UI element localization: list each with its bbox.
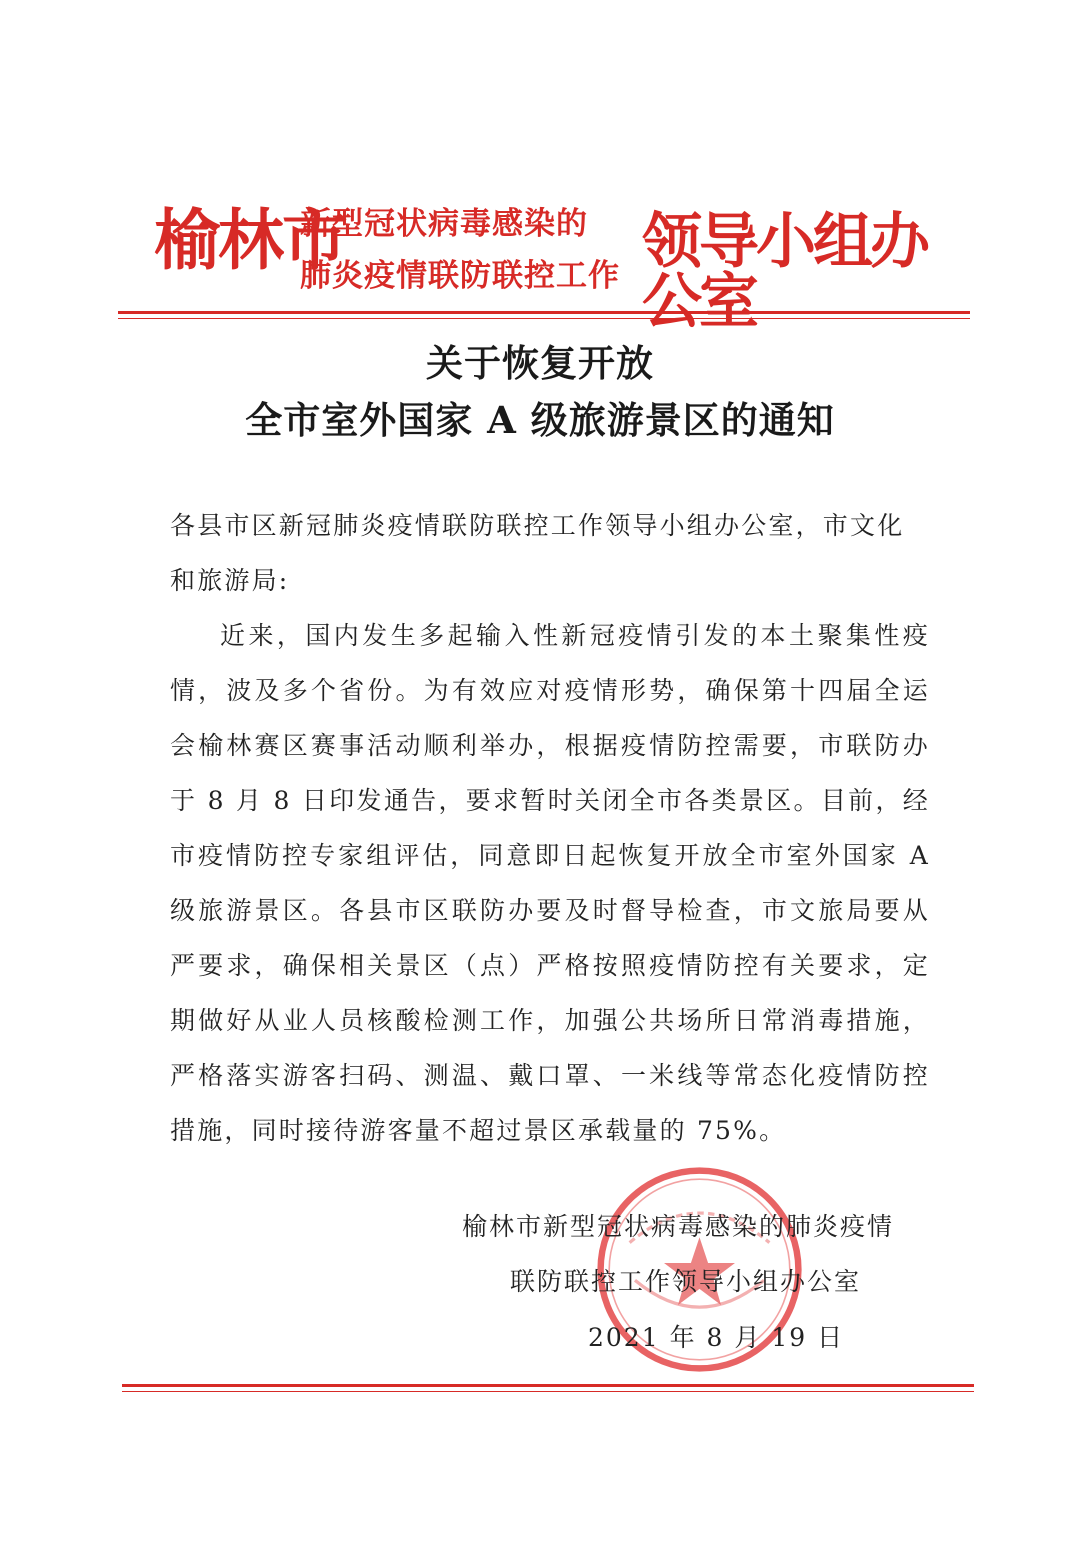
footer-divider-thick [122, 1384, 974, 1387]
salutation: 各县市区新冠肺炎疫情联防联控工作领导小组办公室，市文化和旅游局: [170, 511, 905, 595]
footer-divider-thin [122, 1391, 974, 1392]
letterhead-office: 领导小组办公室 [642, 207, 927, 337]
letterhead-subject-line2: 肺炎疫情联防联控工作 [300, 258, 620, 294]
signature-org-line1: 榆林市新型冠状病毒感染的肺炎疫情 [462, 1212, 895, 1241]
body-paragraph: 近来，国内发生多起输入性新冠疫情引发的本土聚集性疫情，波及多个省份。为有效应对疫情形势，确保第十四届全运会榆林赛区赛事活动顺利举办，根据疫情防控需要，市联防办于 8 月 8 日印发通告，要求暂时关闭全市各类景区。目前，经市疫情防控专家组评估，同意即日起恢复开放全市室外国家 A 级旅游景区。各县市区联防办要及时督导检查，市文旅局要从严要求，确保相关景区（点）严格按照疫情防控有关要求，定期做好从业人员核酸检测工作，加强公共场所日常消毒措施，严格落实游客扫码、测温、戴口罩、一米线等常态化疫情防控措施，同时接待游客量不超过景区承载量的 75%。 [170, 621, 930, 1145]
header-divider-thin [118, 318, 970, 319]
document-title-line2: 全市室外国家 A 级旅游景区的通知 [245, 398, 835, 442]
letterhead-city: 榆林市 [154, 202, 346, 279]
letterhead [150, 190, 950, 337]
signature-org-line2: 联防联控工作领导小组办公室 [510, 1267, 862, 1296]
document-title-line1: 关于恢复开放 [426, 341, 654, 385]
header-divider-thick [118, 311, 970, 314]
signature-date: 2021 年 8 月 19 日 [588, 1323, 845, 1352]
letterhead-subject [300, 198, 620, 302]
letterhead-subject-line1: 新型冠状病毒感染的 [300, 206, 588, 242]
document-body [170, 498, 930, 1158]
